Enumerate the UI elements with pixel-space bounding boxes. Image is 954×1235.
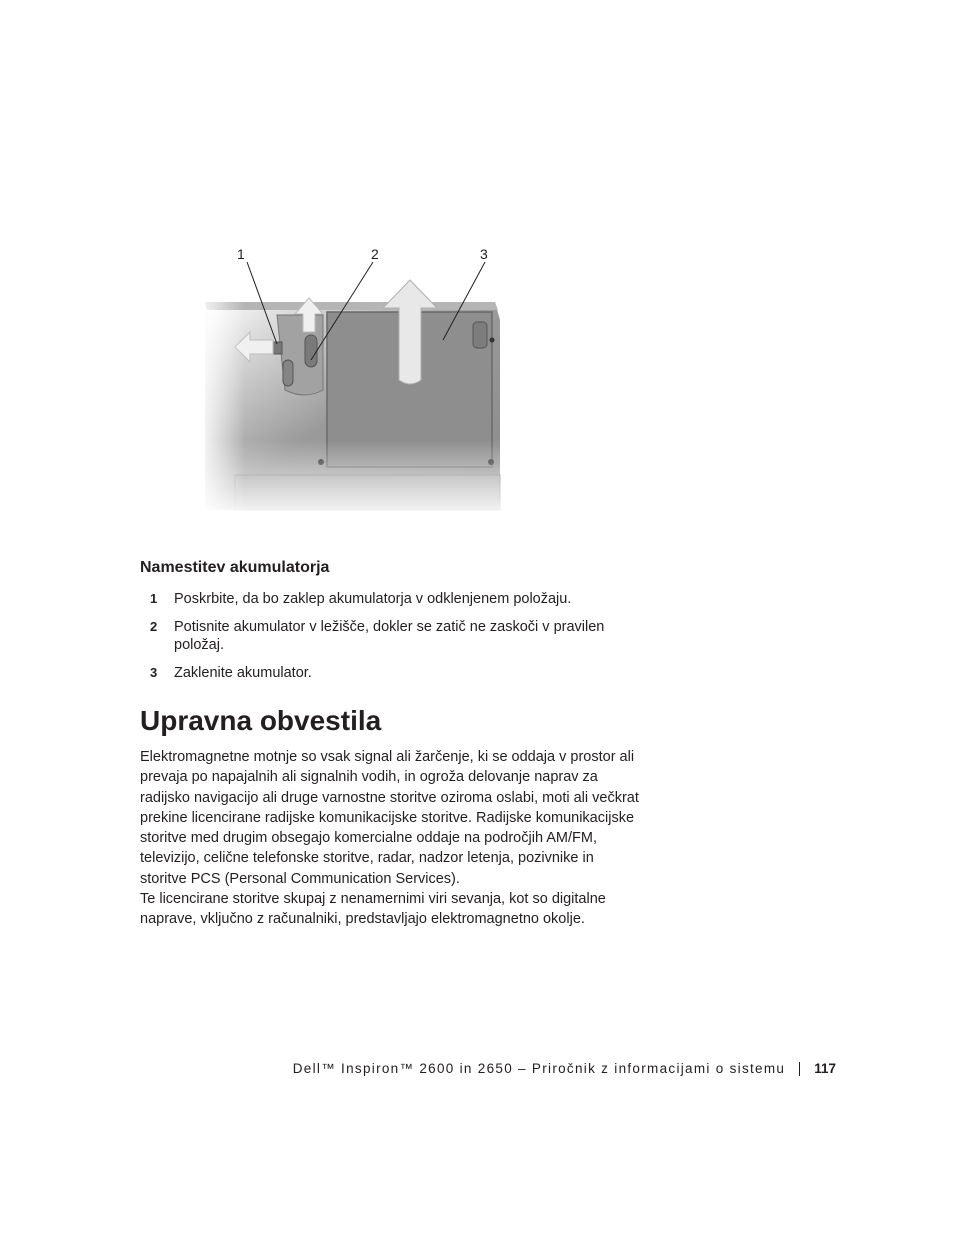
step-text: Poskrbite, da bo zaklep akumulatorja v odklenjenem položaju. [174,591,572,607]
list-item [150,590,630,608]
laptop-bottom-illustration [195,240,515,520]
callout-2: 2 [371,246,379,262]
section-heading: Namestitev akumulatorja [140,559,330,576]
callout-3: 3 [480,246,488,262]
paragraph: Te licencirane storitve skupaj z nenamernimi viri sevanja, kot so digitalne naprave, vključno z računalniki, predstavljajo elektromagnetno okolje. [140,891,606,928]
paragraph: Elektromagnetne motnje so vsak signal ali žarčenje, ki se oddaja v prostor ali prevaja po napajalnih ali signalnih vodih, in ogroža delovanje naprav za radijsko navigacijo ali druge varnostne storitve oziroma oslabi, moti ali večkrat prekine licencirane radijske komunikacijske storitve. Radijske komunikacijske storitve med drugim obsegajo komercialne oddaje na področjih AM/FM, televizijo, celične telefonske storitve, radar, nadzor letenja, pozivnike in storitve PCS (Personal Communication Services). [140,749,639,887]
callout-1: 1 [237,246,245,262]
page-number: 117 [814,1061,836,1076]
footer-text: Dell™ Inspiron™ 2600 in 2650 – Priročnik z informacijami o sistemu [292,1061,786,1076]
battery-lock-icon [305,335,317,367]
footer-divider [799,1062,800,1076]
regulatory-text [140,747,640,930]
step-number: 1 [150,591,158,606]
step-text: Potisnite akumulator v ležišče, dokler se zatič ne zaskoči v pravilen položaj. [174,619,605,653]
page-title: Upravna obvestila [140,705,382,736]
steps-list [150,590,630,692]
step-number: 3 [150,665,158,680]
battery-illustration [195,240,515,520]
list-item [150,664,630,682]
step-number: 2 [150,619,158,634]
list-item [150,618,630,654]
step-text: Zaklenite akumulator. [174,665,312,681]
page-footer [293,1061,836,1076]
